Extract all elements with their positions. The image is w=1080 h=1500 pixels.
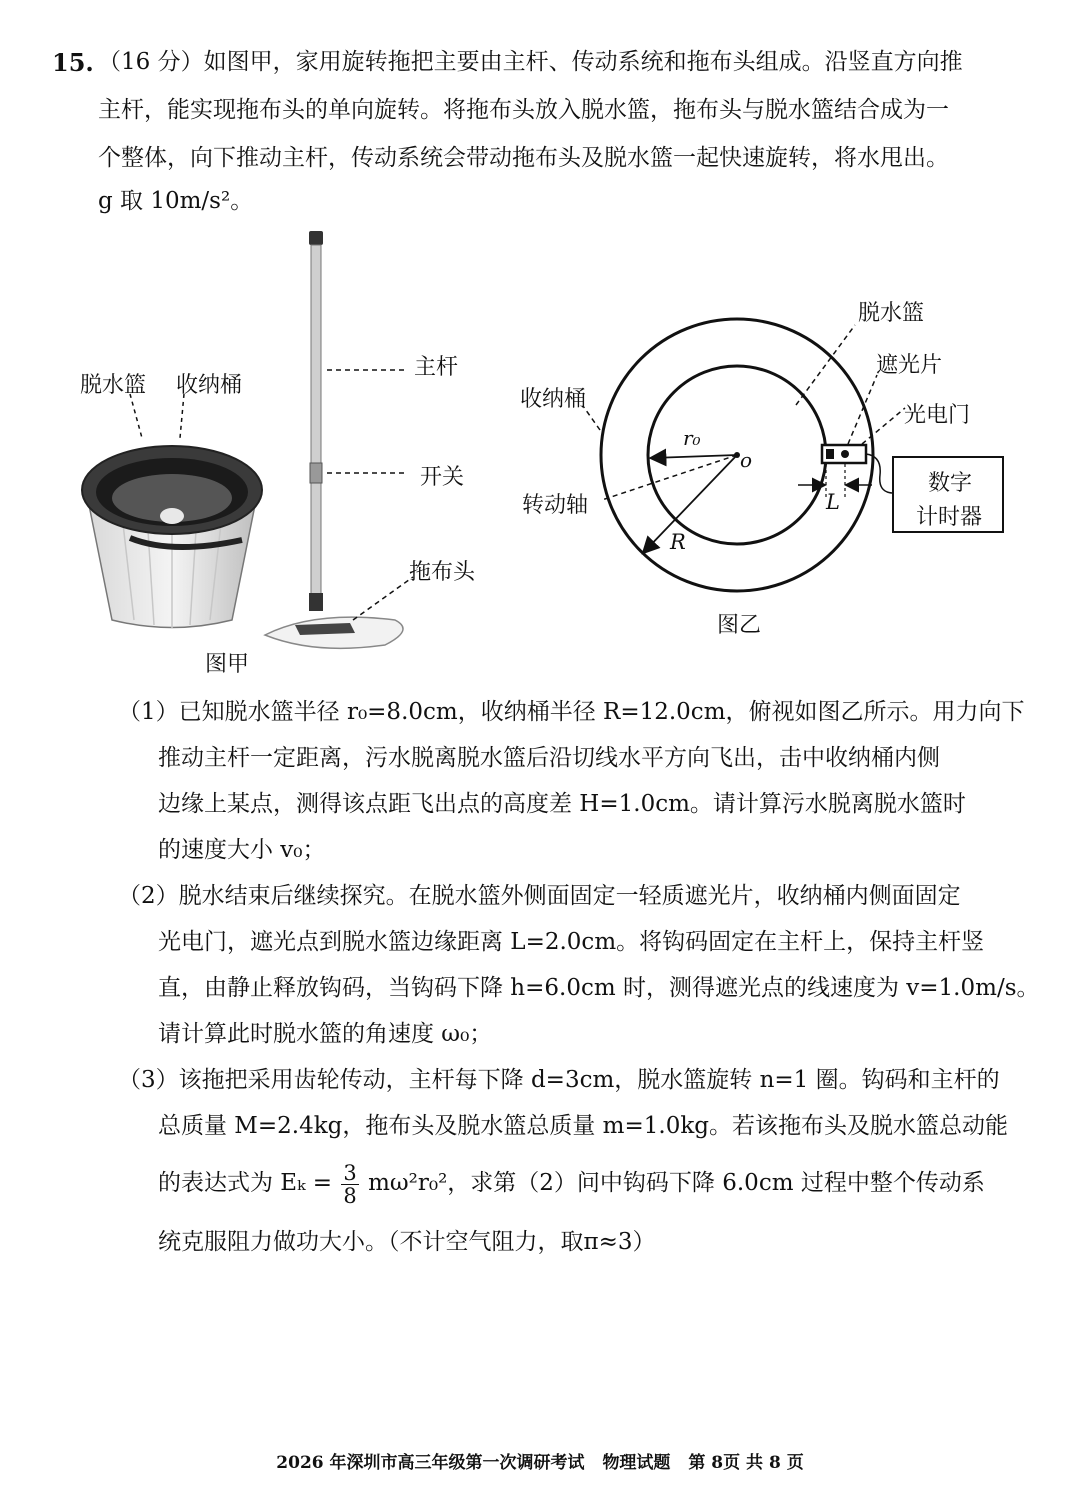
page-footer (0, 1448, 1080, 1473)
label-rod: 主杆 (414, 355, 459, 380)
caption-yi: 图乙 (717, 613, 762, 638)
question-number: 15. (52, 48, 94, 77)
fraction-denominator: 8 (343, 1183, 357, 1208)
label-o: o (740, 448, 753, 472)
part1-line-2: 推动主杆一定距离，污水脱离脱水篮后沿切线水平方向飞出，击中收纳桶内侧 (158, 745, 940, 771)
label-R: R (670, 530, 686, 554)
label-mop-head: 拖布头 (409, 560, 476, 585)
part3-line-2: 总质量 M=2.4kg，拖布头及脱水篮总质量 m=1.0kg。若该拖布头及脱水篮总动能 (158, 1113, 1009, 1139)
intro-line-3: 个整体，向下推动主杆，传动系统会带动拖布头及脱水篮一起快速旋转，将水甩出。 (98, 145, 949, 171)
label-bucket-yi: 收纳桶 (520, 387, 587, 412)
R-arrow (644, 455, 737, 552)
bucket-leader-lines (100, 392, 220, 442)
label-r0: r₀ (683, 426, 701, 450)
label-basket-yi: 脱水篮 (858, 301, 925, 326)
part2-line-1: （2）脱水结束后继续探究。在脱水篮外侧面固定一轻质遮光片，收纳桶内侧面固定 (118, 883, 961, 909)
label-basket-jia: 脱水篮 (80, 373, 147, 398)
part3-line-5: 统克服阻力做功大小。（不计空气阻力，取π≈3） (158, 1229, 656, 1255)
formula-tail: mω²r₀²，求第（2）问中钩码下降 6.0cm 过程中整个传动系 (368, 1170, 985, 1196)
footer-exam: 2026 年深圳市高三年级第一次调研考试 (276, 1453, 585, 1473)
fraction-3-8 (341, 1162, 358, 1207)
formula-lead: 的表达式为 Eₖ = (158, 1170, 333, 1196)
label-switch: 开关 (420, 465, 465, 490)
label-bucket-jia: 收纳桶 (176, 373, 243, 398)
axis-leader (602, 455, 737, 500)
caption-jia: 图甲 (205, 652, 250, 677)
part2-line-4: 请计算此时脱水篮的角速度 ω₀； (158, 1021, 493, 1047)
top-view-diagram (500, 280, 1030, 600)
label-axis: 转动轴 (522, 493, 589, 518)
part1-line-3: 边缘上某点，测得该点距飞出点的高度差 H=1.0cm。请计算污水脱离脱水篮时 (158, 791, 966, 817)
fraction-numerator: 3 (343, 1160, 357, 1185)
part3-line-3 (158, 1158, 985, 1208)
part1-line-1: （1）已知脱水篮半径 r₀=8.0cm，收纳桶半径 R=12.0cm，俯视如图乙所示。用力向下 (118, 699, 1025, 725)
label-gate: 光电门 (904, 403, 971, 428)
label-timer-line-1: 数字 (928, 471, 973, 496)
label-L: L (826, 490, 840, 514)
footer-page: 第 8页 共 8 页 (688, 1453, 804, 1473)
footer-subject: 物理试题 (602, 1453, 671, 1473)
bucket-illustration (72, 420, 272, 635)
part3-line-1: （3）该拖把采用齿轮传动，主杆每下降 d=3cm，脱水篮旋转 n=1 圈。钩码和主杆的 (118, 1067, 1000, 1093)
label-shade: 遮光片 (876, 353, 943, 378)
intro-line-1: （16 分）如图甲，家用旋转拖把主要由主杆、传动系统和拖布头组成。沿竖直方向推 (98, 49, 963, 75)
intro-line-4: g 取 10m/s²。 (98, 188, 254, 214)
part2-line-2: 光电门，遮光点到脱水篮边缘距离 L=2.0cm。将钩码固定在主杆上，保持主杆竖 (158, 929, 985, 955)
part1-line-4: 的速度大小 v₀； (158, 837, 326, 863)
part2-line-3: 直，由静止释放钩码，当钩码下降 h=6.0cm 时，测得遮光点的线速度为 v=1.0m/s。 (158, 975, 1040, 1001)
r0-arrow (652, 455, 737, 458)
label-timer-line-2: 计时器 (916, 505, 983, 530)
intro-line-2: 主杆，能实现拖布头的单向旋转。将拖布头放入脱水篮，拖布头与脱水篮结合成为一 (98, 97, 949, 123)
